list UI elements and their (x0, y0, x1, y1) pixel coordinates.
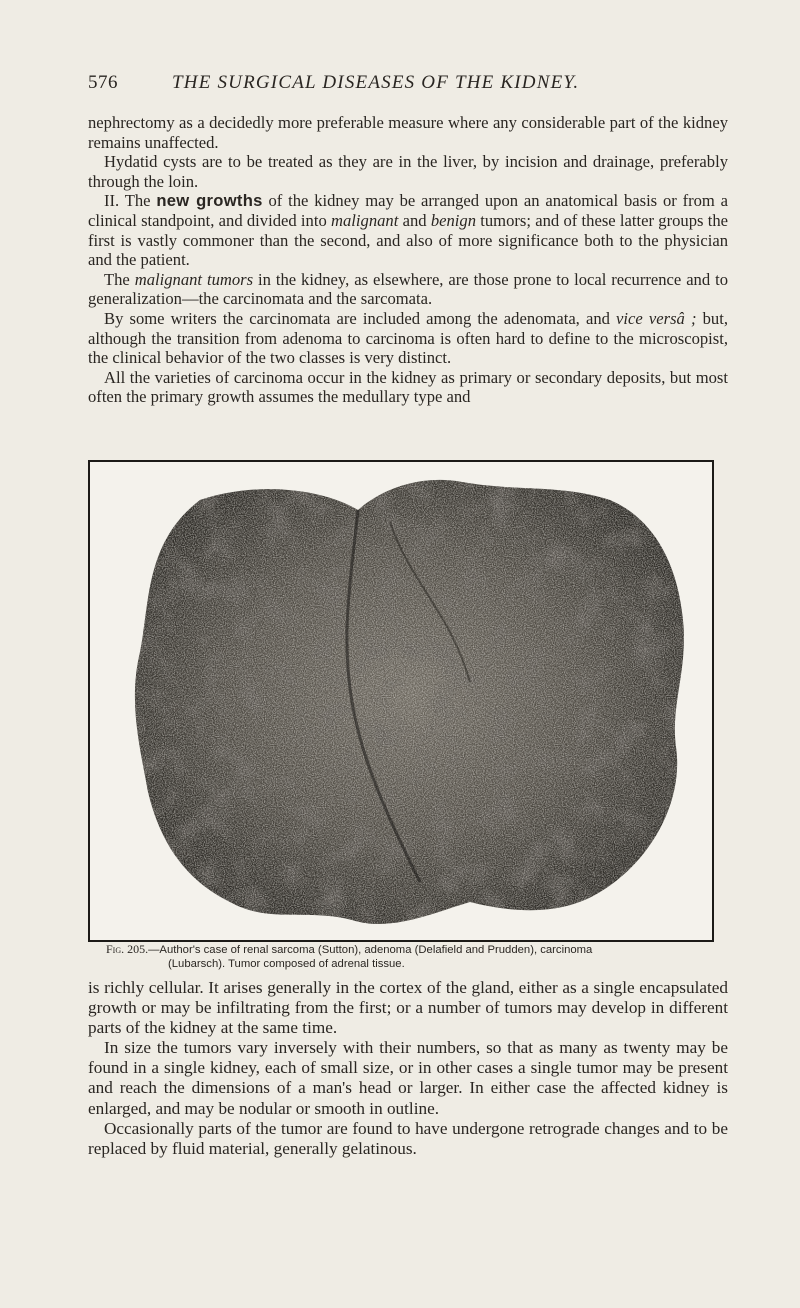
bold-term: new growths (156, 191, 263, 211)
upper-text-block (88, 113, 728, 407)
paragraph (88, 270, 728, 309)
caption-text: —Author's case of renal sarcoma (Sutton), adenoma (Delafield and Prudden), carcinoma (148, 944, 593, 956)
lower-text-block (88, 978, 728, 1159)
italic-term: malignant tumors (134, 269, 254, 289)
paragraph-text: II. The (104, 191, 157, 211)
paragraph-text: tumors; and of these latter groups the first is vastly commoner than the second, and also of more significance both to the physician and the patient. (88, 210, 728, 270)
paragraph-text: but, although the transition from adenoma to carcinoma is often hard to define to the microscopist, the clinical behavior of the two classes is very distinct. (88, 308, 728, 368)
paragraph (88, 191, 728, 269)
tumor-specimen-image (90, 462, 712, 940)
figure-tumor-photograph (88, 460, 714, 942)
paragraph-text: The (104, 269, 135, 289)
paragraph-text: of the kidney may be arranged upon an anatomical basis or from a clinical standpoint, and divided into (88, 191, 729, 230)
paragraph: nephrectomy as a decidedly more preferable measure where any considerable part of the kidney remains unaffected. (88, 113, 728, 152)
caption-text: (Lubarsch). Tumor composed of adrenal tissue. (168, 958, 405, 970)
paragraph: is richly cellular. It arises generally in the cortex of the gland, either as a single encapsulated growth or may be infiltrating from the first; or a number of tumors may develop in different parts of the kidney at the same time. (88, 978, 728, 1038)
figure-label: Fig. 205. (106, 942, 149, 956)
italic-term: vice versâ ; (616, 308, 697, 328)
page-header (88, 72, 728, 98)
italic-term: benign (430, 210, 476, 230)
paragraph: All the varieties of carcinoma occur in the kidney as primary or secondary deposits, but most often the primary growth assumes the medullary type and (88, 367, 728, 407)
page-number: 576 (88, 72, 118, 93)
paragraph-text: By some writers the carcinomata are included among the adenomata, and (104, 308, 617, 328)
running-title: THE SURGICAL DISEASES OF THE KIDNEY. (172, 72, 580, 93)
paragraph: Hydatid cysts are to be treated as they are in the liver, by incision and drainage, preferably through the loin. (88, 152, 728, 191)
paragraph-text: and (398, 210, 431, 230)
figure-caption (106, 942, 710, 971)
paragraph (88, 309, 728, 368)
paragraph-text: in the kidney, as elsewhere, are those prone to local recurrence and to generalization—the carcinomata and the sarcomata. (88, 269, 728, 309)
italic-term: malignant (331, 210, 399, 230)
paragraph: Occasionally parts of the tumor are found to have undergone retrograde changes and to be replaced by fluid material, generally gelatinous. (88, 1118, 728, 1158)
paragraph: In size the tumors vary inversely with their numbers, so that as many as twenty may be found in a single kidney, each of small size, or in other cases a single tumor may be present and reach the dimensions of a man's head or larger. In either case the affected kidney is enlarged, and may be nodular or smooth in outline. (88, 1038, 728, 1118)
